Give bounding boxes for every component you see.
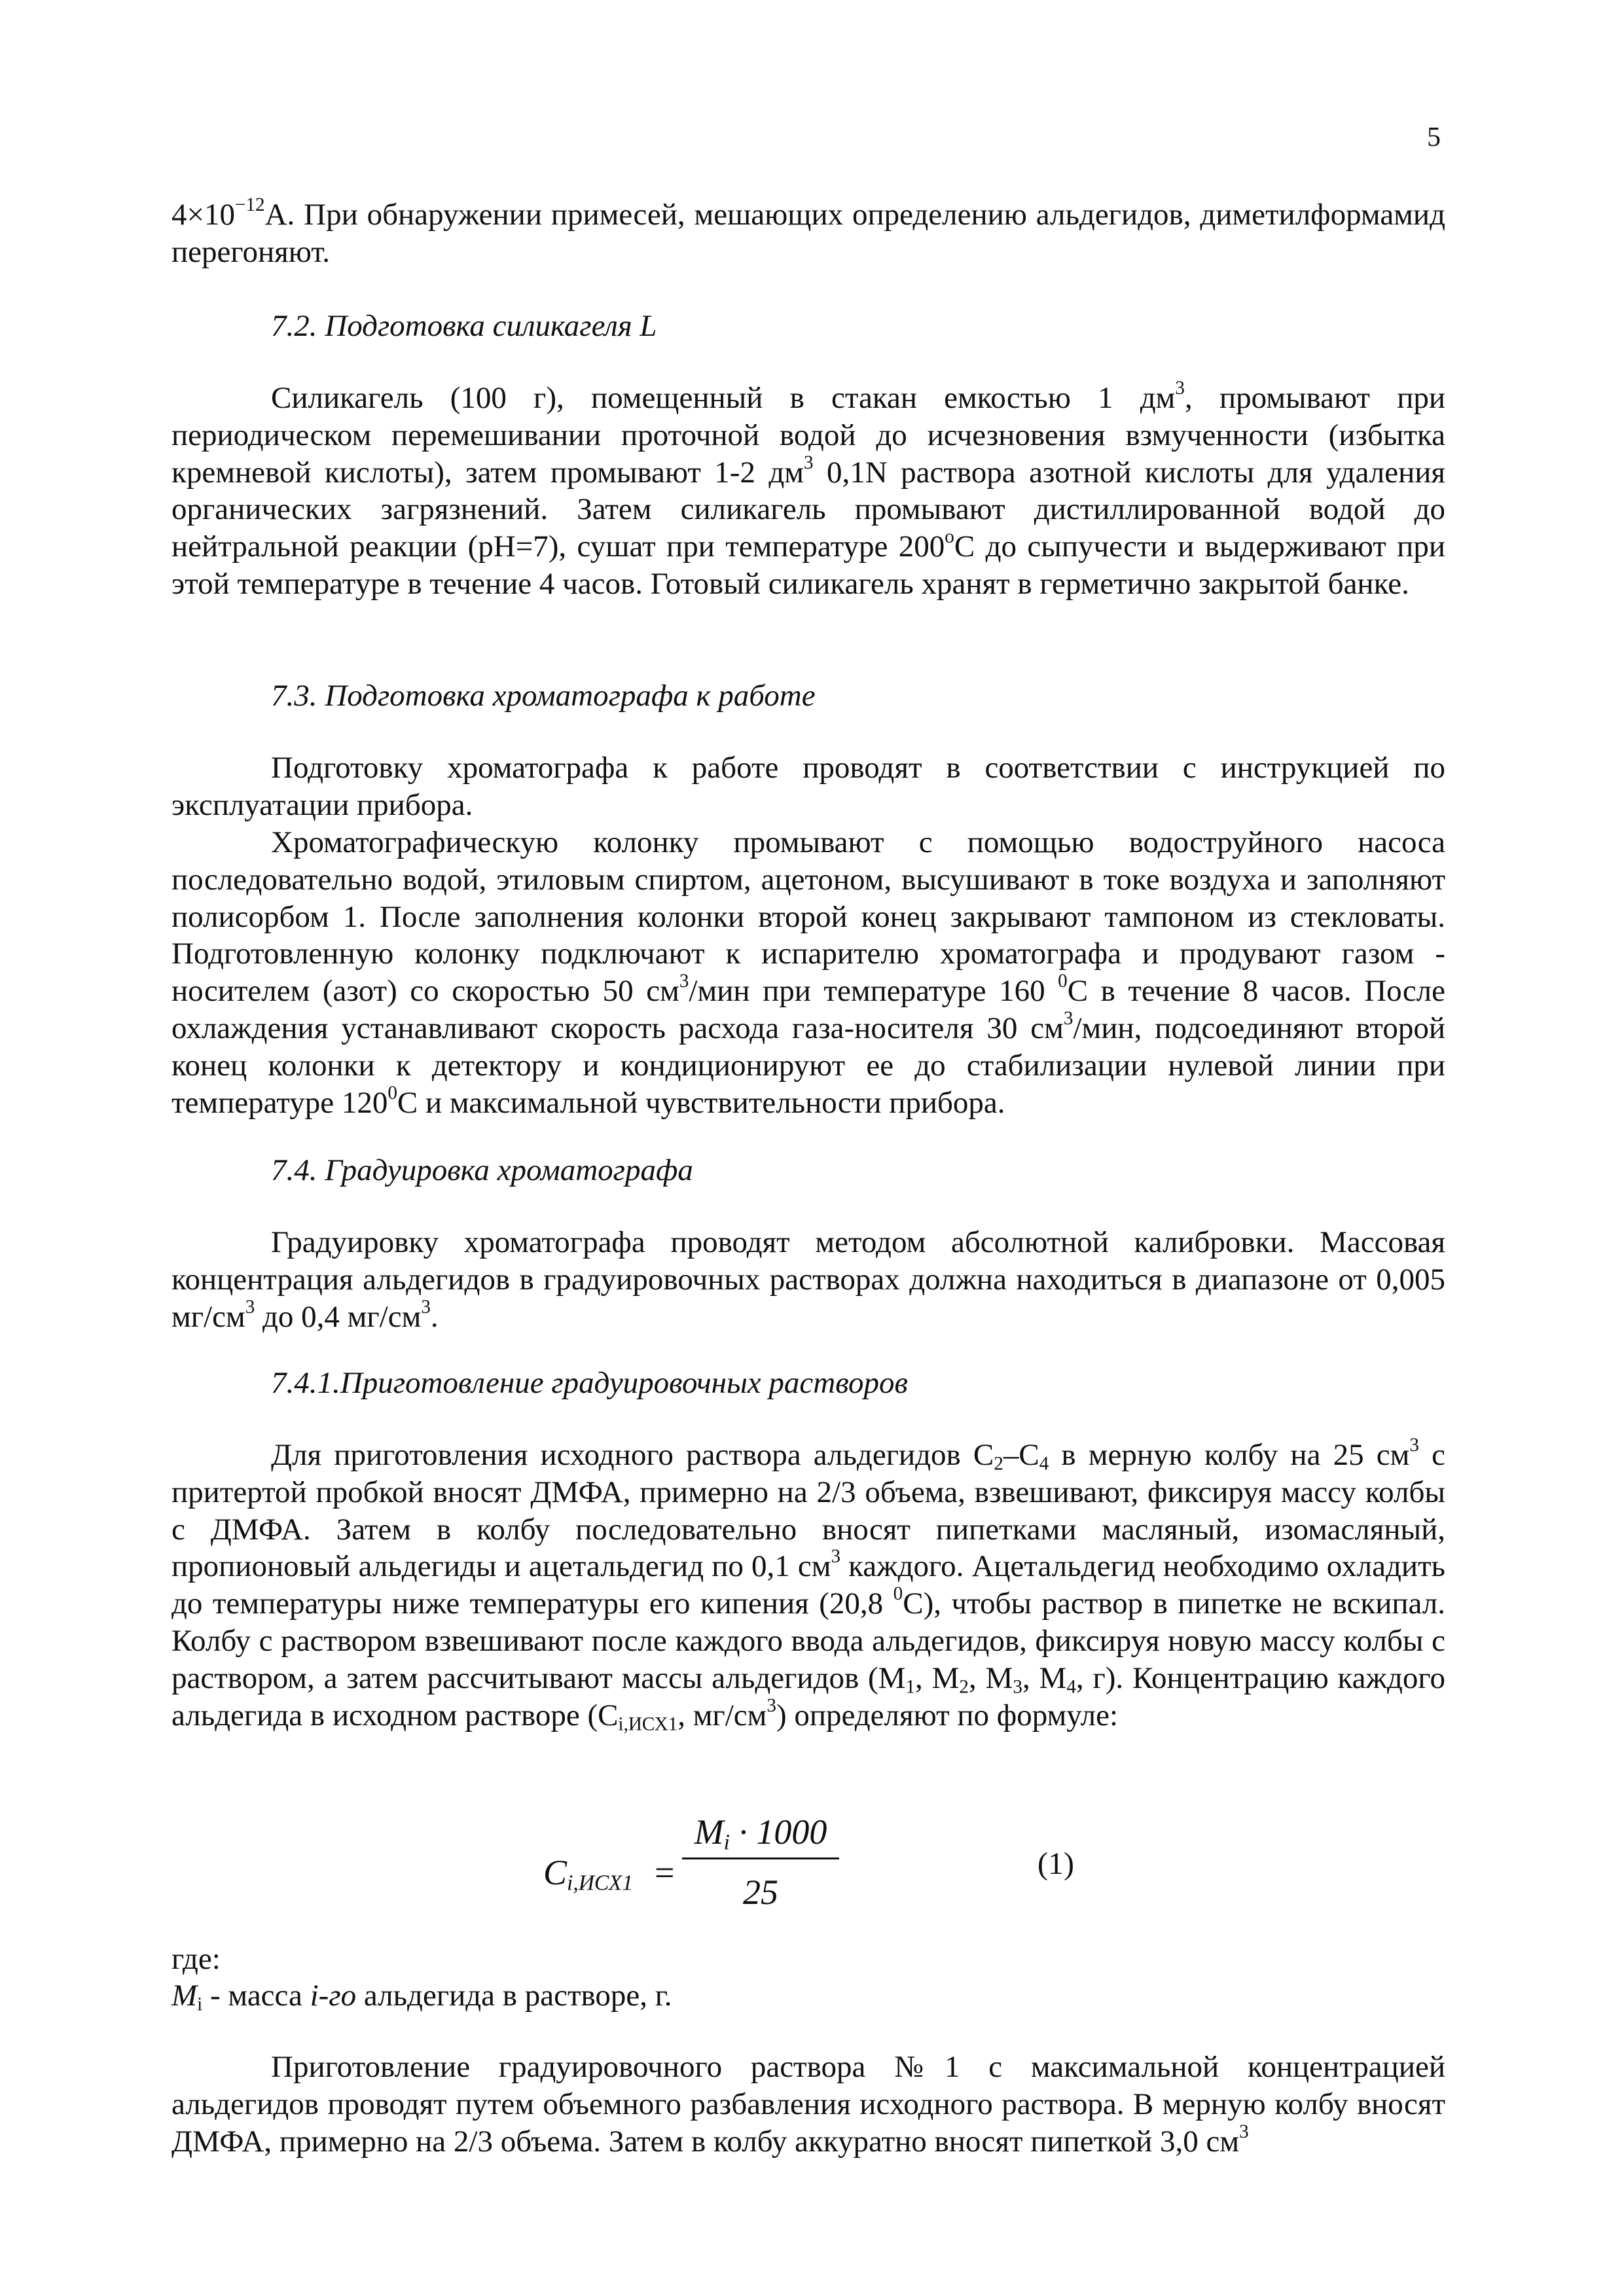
paragraph-calibration-solution-1: Приготовление градуировочного раствора №1 с максимальной концентрацией альдегидов проводят путем объемного разбавления исходного раствора. В мерную колбу вносят ДМФА, примерно на 2/3 объема. Затем в колбу аккуратно вносят пипеткой 3,0 $см^3$ (171, 2050, 1445, 2159)
paragraph-stock-solution: Для приготовления исходного раствора альдегидов $С_2-С_4$ в мерную колбу на 25 $см^3$ с притертой пробкой вносят ДМФА, примерно на 2/3 объема, взвешивают, фиксируя массу колбы с ДМФА. Затем в колбу последовательно вносят пипетками масляный, изомасляный, пропионовый альдегиды и ацетальдегид по 0,1 $см^3$ каждого. Ацетальдегид необходимо охладить до температуры ниже температуры его кипения (20,8 $^0$С), чтобы раствор в пипетке не вскипал. Колбу с раствором взвешивают после каждого ввода альдегидов, фиксируя новую массу колбы с раствором, а затем рассчитывают массы альдегидов ($М_1$, $М_2$, $М_3$, $М_4$, г). Концентрацию каждого альдегида в исходном растворе ($С_{i,ИСХ1}$, $мг/см^3$) определяют по формуле: (171, 1435, 1446, 1734)
where-definition: $M_i$ - масса i-го альдегида в растворе, г. (171, 1979, 672, 2015)
section-heading-7-4: 7.4. Градуировка хроматографа (271, 1153, 693, 1187)
section-heading-7-2: 7.2. Подготовка силикагеля L (271, 309, 657, 343)
page-number: 5 (1427, 122, 1441, 152)
paragraph-column-conditioning: Хроматографическую колонку промывают с помощью водоструйного насоса последовательно водой, этиловым спиртом, ацетоном, высушивают в токе воздуха и заполняют полисорбом 1. После заполнения колонки второй конец закрывают тампоном из стекловаты. Подготовленную колонку подключают к испарителю хроматографа и продувают газом - носителем (азот) со скоростью 50 $см^3$/мин при температуре 160 $^0$С в течение 8 часов. После охлаждения устанавливают скорость расхода газа-носителя 30 $см^3$/мин, подсоединяют второй конец колонки к детектору и кондиционируют ее до стабилизации нулевой линии при температуре $120^0С$ и максимальной чувствительности прибора. (171, 825, 1445, 1120)
formula-numerator: $M_i \cdot 1000$ (694, 1812, 827, 1855)
formula-1 (543, 1812, 1460, 1929)
formula-equals: = (655, 1853, 675, 1892)
where-label: где: (171, 1942, 221, 1976)
section-heading-7-3: 7.3. Подготовка хроматографа к работе (271, 679, 816, 713)
formula-fraction-bar (682, 1857, 839, 1859)
formula-denominator: 25 (743, 1873, 778, 1912)
paragraph-calibration: Градуировку хроматографа проводят методом абсолютной калибровки. Массовая концентрация альдегидов в градуировочных растворах должна находиться в диапазоне от 0,005 $мг/см^3$ до 0,4 $мг/см^3$. (171, 1225, 1445, 1334)
paragraph-chromatograph-setup: Подготовку хроматографа к работе проводят в соответствии с инструкцией по эксплуатации прибора. (171, 751, 1445, 822)
formula-number: (1) (1038, 1846, 1074, 1881)
paragraph-silica-gel-preparation: Силикагель (100 г), помещенный в стакан емкостью 1 $дм^3$, промывают при периодическом перемешивании проточной водой до исчезновения взмученности (избытка кремневой кислоты), затем промывают 1-2 $дм^3$ 0,1N раствора азотной кислоты для удаления органических загрязнений. Затем силикагель промывают дистиллированной водой до нейтральной реакции (рН=7), сушат при температуре $200^оС$ до сыпучести и выдерживают при этой температуре в течение 4 часов. Готовый силикагель хранят в герметично закрытой банке. (171, 378, 1445, 601)
paragraph-dmf-distillation: $4\times 10^{-12}А$. При обнаружении примесей, мешающих определению альдегидов, диметилформамид перегоняют. (171, 194, 1445, 269)
section-heading-7-4-1: 7.4.1.Приготовление градуировочных растворов (271, 1366, 908, 1400)
formula-lhs: $C_{i,ИСХ1}$ (543, 1853, 633, 1895)
